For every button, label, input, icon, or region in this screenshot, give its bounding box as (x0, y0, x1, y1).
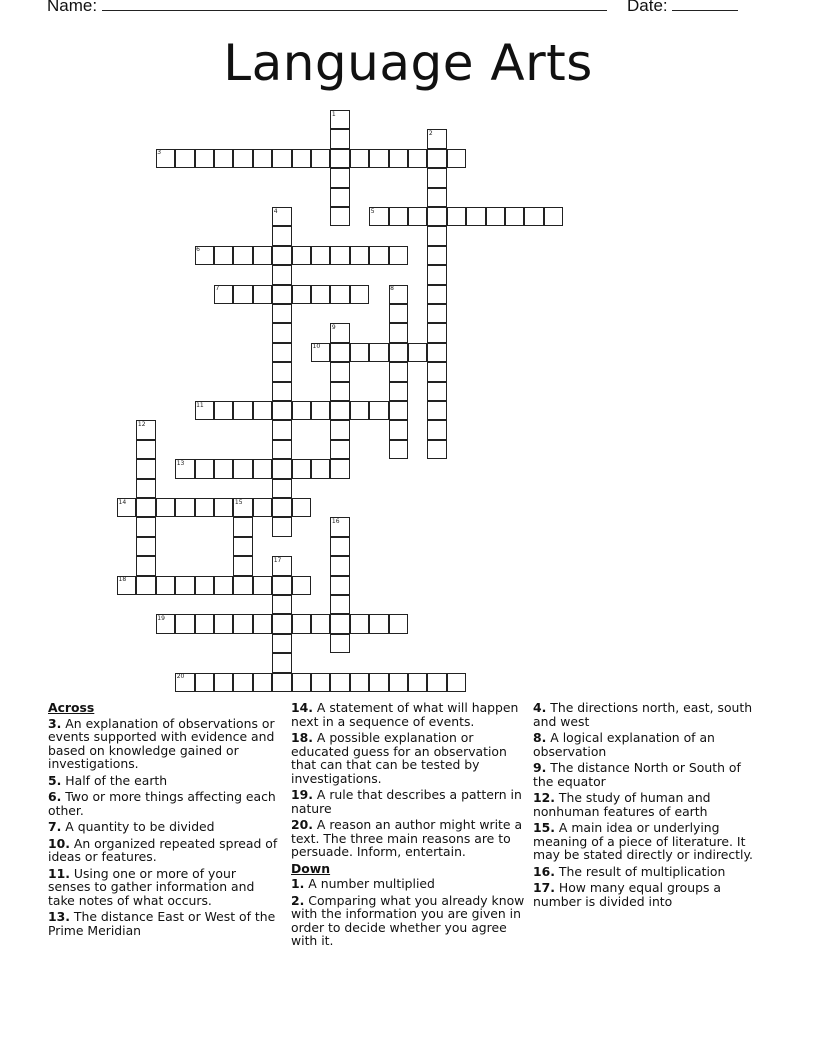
clue-number: 14. (291, 700, 313, 715)
clue-item (48, 910, 278, 937)
crossword-cell[interactable] (389, 323, 408, 342)
crossword-cell[interactable] (195, 673, 214, 692)
clue-text: A possible explanation or educated guess for an observation that can that can be tested by investigations. (291, 730, 507, 786)
clue-item (48, 774, 278, 788)
crossword-cell[interactable] (330, 362, 349, 381)
crossword-cell[interactable] (292, 149, 311, 168)
crossword-cell[interactable] (408, 207, 427, 226)
clue-item (48, 820, 278, 834)
crossword-cell[interactable] (447, 207, 466, 226)
crossword-cell[interactable] (389, 440, 408, 459)
clue-number-label: 5 (370, 207, 375, 215)
crossword-cell[interactable] (330, 188, 349, 207)
crossword-cell[interactable] (272, 595, 291, 614)
crossword-cell[interactable] (272, 382, 291, 401)
clue-item (533, 761, 763, 788)
crossword-cell[interactable] (233, 459, 252, 478)
crossword-cell[interactable] (272, 479, 291, 498)
crossword-cell[interactable] (369, 401, 388, 420)
crossword-cell[interactable] (427, 265, 446, 284)
date-label: Date: (627, 0, 668, 15)
clue-number-label: 6 (196, 246, 200, 254)
crossword-cell[interactable] (524, 207, 543, 226)
clue-number: 6. (48, 789, 62, 804)
crossword-cell[interactable] (389, 207, 408, 226)
clue-number-label: 4 (273, 207, 278, 215)
clue-text: A number multiplied (308, 876, 435, 891)
crossword-cell[interactable] (272, 517, 291, 536)
crossword-cell[interactable] (272, 323, 291, 342)
crossword-cell[interactable] (311, 459, 330, 478)
clue-text: Comparing what you already know with the information you are given in order to decide whether you agree with it. (291, 892, 525, 948)
crossword-cell[interactable] (350, 343, 369, 362)
crossword-cell[interactable] (175, 576, 194, 595)
crossword-cell[interactable] (136, 440, 155, 459)
crossword-cell[interactable] (214, 149, 233, 168)
crossword-cell[interactable] (427, 226, 446, 245)
clue-number-label: 17 (273, 556, 282, 564)
crossword-cell[interactable] (369, 343, 388, 362)
crossword-cell[interactable] (272, 343, 291, 362)
clue-number: 2. (291, 892, 305, 908)
clue-text: A statement of what will happen next in a sequence of events. (291, 700, 519, 729)
crossword-cell[interactable] (330, 420, 349, 439)
crossword-cell[interactable] (427, 188, 446, 207)
crossword-cell[interactable] (350, 246, 369, 265)
crossword-cell[interactable] (195, 459, 214, 478)
crossword-cell[interactable] (466, 207, 485, 226)
crossword-cell[interactable] (330, 149, 349, 168)
crossword-cell[interactable] (253, 614, 272, 633)
crossword-cell[interactable] (175, 149, 194, 168)
clue-item (48, 867, 278, 908)
clue-number: 8. (533, 730, 547, 745)
crossword-cell[interactable] (408, 149, 427, 168)
crossword-cell[interactable] (292, 459, 311, 478)
crossword-cell[interactable] (272, 401, 291, 420)
crossword-cell[interactable] (330, 537, 349, 556)
crossword-cell[interactable] (214, 459, 233, 478)
crossword-cell[interactable] (389, 401, 408, 420)
clue-text: An explanation of observations or events supported with evidence and based on knowledge gained or investigations. (48, 715, 275, 771)
crossword-cell[interactable] (311, 149, 330, 168)
crossword-cell[interactable] (272, 285, 291, 304)
clue-number: 3. (48, 715, 62, 731)
crossword-cell[interactable] (389, 420, 408, 439)
clue-number: 10. (48, 835, 70, 851)
crossword-cell[interactable] (330, 343, 349, 362)
crossword-cell[interactable] (136, 479, 155, 498)
clue-number-label: 1 (331, 110, 336, 118)
crossword-cell[interactable] (427, 343, 446, 362)
crossword-cell[interactable] (292, 673, 311, 692)
crossword-cell[interactable] (330, 207, 349, 226)
clue-item (291, 731, 526, 785)
crossword-cell[interactable] (427, 440, 446, 459)
crossword-cell[interactable] (486, 207, 505, 226)
clue-item (533, 791, 763, 818)
clue-text: A main idea or underlying meaning of a piece of literature. It may be stated directly or indirectly. (533, 820, 753, 862)
clue-number-label: 7 (215, 285, 220, 293)
crossword-cell[interactable] (253, 246, 272, 265)
crossword-cell[interactable] (350, 285, 369, 304)
crossword-cell[interactable] (330, 673, 349, 692)
clue-item (291, 877, 526, 891)
crossword-cell[interactable] (136, 498, 155, 517)
crossword-cell[interactable] (272, 149, 291, 168)
crossword-cell[interactable] (272, 246, 291, 265)
clue-item (533, 821, 763, 862)
clue-item (291, 894, 526, 948)
crossword-cell[interactable] (447, 673, 466, 692)
crossword-cell[interactable] (369, 614, 388, 633)
crossword-cell[interactable] (350, 673, 369, 692)
crossword-cell[interactable] (214, 246, 233, 265)
clue-text: The distance East or West of the Prime Meridian (48, 909, 276, 938)
crossword-cell[interactable] (544, 207, 563, 226)
clue-item (48, 717, 278, 771)
clue-item (533, 865, 763, 879)
crossword-cell[interactable] (427, 149, 446, 168)
crossword-cell[interactable] (408, 673, 427, 692)
clue-number-label: 12 (137, 420, 146, 428)
crossword-cell[interactable] (389, 382, 408, 401)
crossword-cell[interactable] (427, 323, 446, 342)
crossword-cell[interactable] (350, 614, 369, 633)
clue-number: 18. (291, 730, 313, 745)
crossword-cell[interactable] (292, 401, 311, 420)
crossword-cell[interactable] (253, 285, 272, 304)
crossword-cell[interactable] (292, 285, 311, 304)
clue-number-label: 13 (176, 459, 185, 467)
crossword-cell[interactable] (330, 595, 349, 614)
crossword-cell[interactable] (253, 673, 272, 692)
clue-item (291, 788, 526, 815)
across-heading: Across (48, 700, 95, 715)
clue-text: Using one or more of your senses to gather information and take notes of what occurs. (48, 865, 255, 908)
clue-item (533, 881, 763, 908)
crossword-cell[interactable] (272, 226, 291, 245)
crossword-cell[interactable] (272, 304, 291, 323)
crossword-cell[interactable] (214, 673, 233, 692)
clue-number: 13. (48, 909, 70, 924)
clue-number: 1. (291, 876, 305, 891)
crossword-cell[interactable] (389, 673, 408, 692)
crossword-cell[interactable] (272, 459, 291, 478)
clue-item (48, 790, 278, 817)
crossword-cell[interactable] (427, 401, 446, 420)
crossword-cell[interactable] (214, 401, 233, 420)
crossword-cell[interactable] (311, 673, 330, 692)
clue-number-label: 14 (118, 498, 127, 506)
crossword-cell[interactable] (369, 149, 388, 168)
clue-number-label: 15 (234, 498, 243, 506)
clue-number-label: 19 (157, 614, 165, 622)
clue-number: 15. (533, 820, 555, 835)
clue-number-label: 11 (196, 401, 204, 409)
clue-text: Two or more things affecting each other. (48, 789, 276, 818)
clue-number: 4. (533, 700, 547, 715)
crossword-cell[interactable] (427, 673, 446, 692)
crossword-cell[interactable] (233, 614, 252, 633)
crossword-cell[interactable] (427, 207, 446, 226)
crossword-cell[interactable] (233, 537, 252, 556)
crossword-cell[interactable] (233, 517, 252, 536)
crossword-cell[interactable] (253, 459, 272, 478)
clue-text: An organized repeated spread of ideas or features. (48, 835, 278, 864)
clue-text: The directions north, east, south and west (533, 700, 753, 729)
crossword-cell[interactable] (292, 614, 311, 633)
crossword-cell[interactable] (330, 634, 349, 653)
clue-text: The result of multiplication (558, 863, 726, 879)
crossword-cell[interactable] (389, 343, 408, 362)
clue-item (291, 818, 526, 859)
clue-number-label: 2 (428, 129, 433, 137)
crossword-cell[interactable] (253, 401, 272, 420)
clue-item (533, 701, 763, 728)
crossword-cell[interactable] (292, 576, 311, 595)
crossword-cell[interactable] (330, 285, 349, 304)
crossword-cell[interactable] (369, 246, 388, 265)
crossword-cell[interactable] (427, 362, 446, 381)
clue-number: 19. (291, 787, 313, 802)
clue-item (291, 701, 526, 728)
crossword-cell[interactable] (253, 498, 272, 517)
crossword-cell[interactable] (156, 576, 175, 595)
clue-number-label: 18 (118, 576, 127, 584)
crossword-cell[interactable] (427, 420, 446, 439)
crossword-cell[interactable] (214, 498, 233, 517)
page-title: Language Arts (223, 34, 593, 92)
crossword-cell[interactable] (330, 129, 349, 148)
name-label: Name: (47, 0, 98, 15)
crossword-cell[interactable] (233, 246, 252, 265)
crossword-cell[interactable] (505, 207, 524, 226)
crossword-cell[interactable] (330, 401, 349, 420)
crossword-cell[interactable] (195, 149, 214, 168)
clue-item (48, 837, 278, 864)
crossword-cell[interactable] (330, 168, 349, 187)
clue-number-label: 20 (176, 673, 185, 681)
crossword-cell[interactable] (175, 614, 194, 633)
crossword-cell[interactable] (389, 362, 408, 381)
clue-number: 7. (48, 819, 62, 834)
crossword-cell[interactable] (330, 440, 349, 459)
crossword-cell[interactable] (272, 653, 291, 672)
clue-number: 11. (48, 865, 70, 881)
clue-number: 5. (48, 772, 62, 788)
crossword-cell[interactable] (233, 149, 252, 168)
crossword-cell[interactable] (272, 614, 291, 633)
crossword-cell[interactable] (311, 401, 330, 420)
crossword-cell[interactable] (272, 673, 291, 692)
crossword-cell[interactable] (175, 498, 194, 517)
crossword-cell[interactable] (311, 285, 330, 304)
clue-text: The study of human and nonhuman features of earth (533, 790, 711, 819)
clue-number-label: 9 (331, 323, 336, 331)
crossword-cell[interactable] (350, 149, 369, 168)
clue-number: 20. (291, 817, 313, 832)
crossword-cell[interactable] (195, 576, 214, 595)
crossword-cell[interactable] (233, 556, 252, 575)
clue-text: How many equal groups a number is divided into (533, 880, 721, 909)
crossword-cell[interactable] (272, 634, 291, 653)
clue-number-label: 10 (312, 343, 321, 351)
crossword-cell[interactable] (272, 362, 291, 381)
clue-number: 16. (533, 863, 555, 879)
crossword-cell[interactable] (272, 420, 291, 439)
crossword-cell[interactable] (311, 246, 330, 265)
crossword-cell[interactable] (447, 149, 466, 168)
crossword-cell[interactable] (427, 168, 446, 187)
crossword-cell[interactable] (233, 576, 252, 595)
crossword-cell[interactable] (292, 246, 311, 265)
down-heading: Down (291, 860, 331, 876)
crossword-cell[interactable] (272, 440, 291, 459)
crossword-cell[interactable] (136, 537, 155, 556)
crossword-cell[interactable] (369, 673, 388, 692)
clue-number: 9. (533, 760, 547, 775)
clues-column-2 (291, 701, 526, 951)
crossword-cell[interactable] (330, 382, 349, 401)
clues-column-1 (48, 701, 278, 940)
clue-number: 12. (533, 790, 555, 805)
crossword-cell[interactable] (214, 576, 233, 595)
crossword-cell[interactable] (330, 556, 349, 575)
crossword-cell[interactable] (195, 498, 214, 517)
clue-number: 17. (533, 880, 555, 895)
crossword-cell[interactable] (156, 498, 175, 517)
crossword-cell[interactable] (389, 246, 408, 265)
crossword-cell[interactable] (330, 614, 349, 633)
clue-text: Half of the earth (65, 772, 168, 788)
clue-number-label: 16 (331, 517, 340, 525)
crossword-cell[interactable] (272, 498, 291, 517)
crossword-cell[interactable] (389, 149, 408, 168)
crossword-cell[interactable] (427, 285, 446, 304)
crossword-cell[interactable] (389, 304, 408, 323)
crossword-cell[interactable] (253, 576, 272, 595)
clue-text: The distance North or South of the equator (533, 760, 741, 789)
clue-number-label: 8 (390, 285, 394, 293)
crossword-cell[interactable] (214, 614, 233, 633)
clue-number-label: 3 (157, 149, 162, 157)
clue-text: A quantity to be divided (65, 819, 215, 834)
crossword-cell[interactable] (136, 517, 155, 536)
clue-text: A rule that describes a pattern in nature (291, 787, 522, 816)
crossword-cell[interactable] (330, 576, 349, 595)
crossword-cell[interactable] (136, 576, 155, 595)
crossword-cell[interactable] (233, 401, 252, 420)
crossword-cell[interactable] (389, 614, 408, 633)
clues-column-3 (533, 701, 763, 911)
crossword-cell[interactable] (330, 459, 349, 478)
crossword-cell[interactable] (233, 673, 252, 692)
crossword-cell[interactable] (233, 285, 252, 304)
crossword-cell[interactable] (427, 246, 446, 265)
crossword-cell[interactable] (408, 343, 427, 362)
crossword-cell[interactable] (136, 459, 155, 478)
crossword-cell[interactable] (272, 576, 291, 595)
crossword-cell[interactable] (330, 246, 349, 265)
crossword-cell[interactable] (253, 149, 272, 168)
crossword-cell[interactable] (292, 498, 311, 517)
crossword-cell[interactable] (350, 401, 369, 420)
clue-text: A reason an author might write a text. The three main reasons are to persuade. Inform, entertain. (291, 817, 523, 859)
crossword-cell[interactable] (195, 614, 214, 633)
crossword-cell[interactable] (311, 614, 330, 633)
crossword-cell[interactable] (427, 382, 446, 401)
crossword-cell[interactable] (136, 556, 155, 575)
crossword-cell[interactable] (427, 304, 446, 323)
clue-item (533, 731, 763, 758)
crossword-cell[interactable] (272, 265, 291, 284)
clue-text: A logical explanation of an observation (533, 730, 715, 759)
